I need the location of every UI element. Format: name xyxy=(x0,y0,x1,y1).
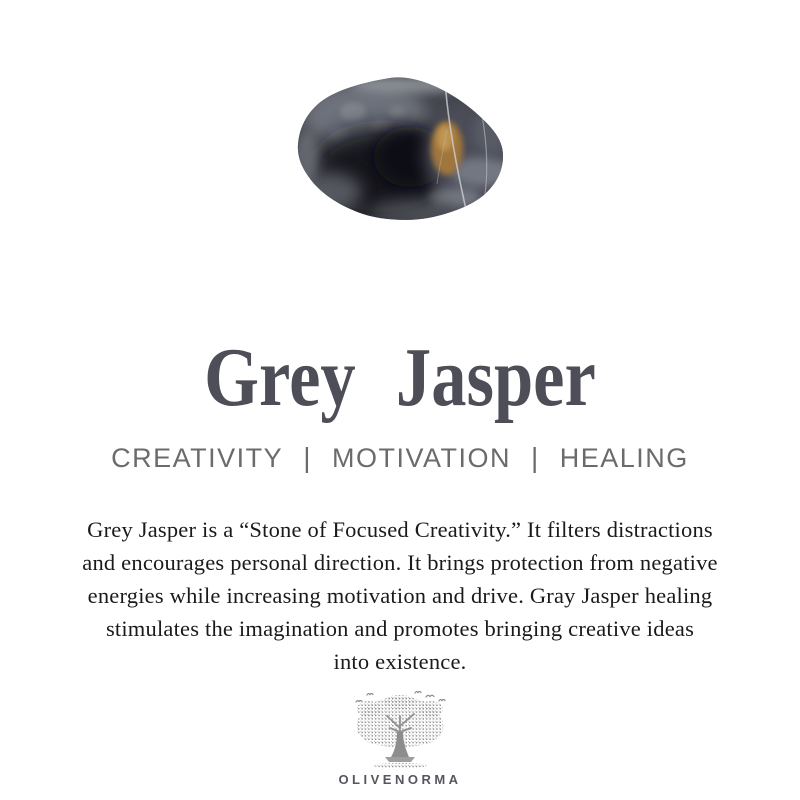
attribute-healing: HEALING xyxy=(559,443,689,473)
attribute-creativity: CREATIVITY xyxy=(111,443,284,473)
brand-block xyxy=(0,690,800,787)
olive-tree-with-birds-icon xyxy=(340,690,460,770)
grey-jasper-stone-image xyxy=(295,72,505,222)
brand-name: OLIVENORMA xyxy=(338,772,462,787)
separator-pipe: | xyxy=(303,442,312,473)
product-title: Grey Jasper xyxy=(204,331,596,424)
attributes-row xyxy=(0,442,800,474)
stone-photo xyxy=(295,72,505,222)
separator-pipe: | xyxy=(530,442,540,473)
attribute-motivation: MOTIVATION xyxy=(331,443,511,473)
product-description xyxy=(10,513,790,678)
description-line: stimulates the imagination and promotes bringing creative ideas xyxy=(105,616,695,641)
description-line: into existence. xyxy=(333,649,467,674)
description-line: energies while increasing motivation and drive. Gray Jasper healing xyxy=(87,583,713,608)
description-line: and encourages personal direction. It brings protection from negative xyxy=(82,550,718,575)
description-line: Grey Jasper is a “Stone of Focused Creativity.” It filters distractions xyxy=(87,517,713,542)
